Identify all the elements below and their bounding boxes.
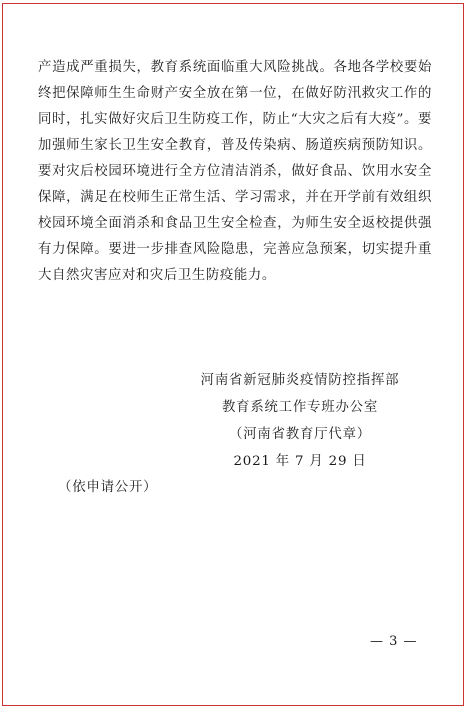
body-line: 有力保障。要进一步排查风险隐患，完善应急预案，切实提升重 xyxy=(38,242,432,257)
issuer-office: 教育系统工作专班办公室 xyxy=(221,400,379,415)
body-line: 校园环境全面消杀和食品卫生安全检查，为师生安全返校提供强 xyxy=(38,216,432,231)
body-paragraph xyxy=(38,55,432,289)
body-line: 保障，满足在校师生正常生活、学习需求，并在开学前有效组织 xyxy=(38,190,432,205)
body-line: 同时，扎实做好灾后卫生防疫工作，防止“大灾之后有大疫”。要 xyxy=(38,112,432,127)
document-date: 2021 年 7 月 29 日 xyxy=(233,454,367,469)
body-line: 产造成严重损失，教育系统面临重大风险挑战。各地各学校要始 xyxy=(38,60,432,75)
seal-note: （河南省教育厅代章） xyxy=(229,427,371,442)
body-line: 大自然灾害应对和灾后卫生防疫能力。 xyxy=(38,268,276,283)
signature-block xyxy=(150,367,450,475)
body-line: 终把保障师生生命财产安全放在第一位，在做好防汛救灾工作的 xyxy=(38,86,432,101)
body-line: 要对灾后校园环境进行全方位清洁消杀，做好食品、饮用水安全 xyxy=(38,164,432,179)
page-number: — 3 — xyxy=(370,634,418,649)
disclosure-note: （依申请公开） xyxy=(58,480,158,495)
issuer-name: 河南省新冠肺炎疫情防控指挥部 xyxy=(200,373,400,388)
body-line: 加强师生家长卫生安全教育，普及传染病、肠道疾病预防知识。 xyxy=(38,138,432,153)
